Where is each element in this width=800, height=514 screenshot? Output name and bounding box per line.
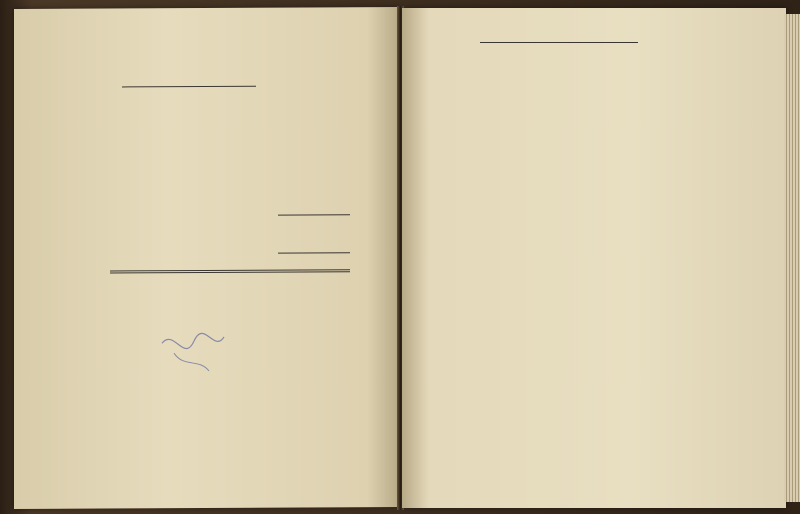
diff-line bbox=[278, 252, 350, 253]
balance-rows bbox=[14, 7, 398, 9]
stamp-line-1 bbox=[204, 305, 334, 306]
sum-line bbox=[278, 214, 350, 215]
bottom-line-2 bbox=[110, 271, 350, 273]
decrease-row bbox=[120, 257, 350, 268]
asset-rows bbox=[14, 7, 398, 9]
handwritten-signature bbox=[154, 323, 234, 383]
right-title-underline bbox=[480, 42, 638, 43]
page-edges bbox=[784, 14, 800, 502]
title-underline bbox=[122, 86, 256, 88]
stamp-line-3 bbox=[204, 305, 334, 306]
right-page bbox=[402, 8, 786, 508]
left-page bbox=[14, 7, 398, 509]
stamp-line-2 bbox=[204, 305, 334, 306]
society-stamp bbox=[204, 305, 334, 306]
